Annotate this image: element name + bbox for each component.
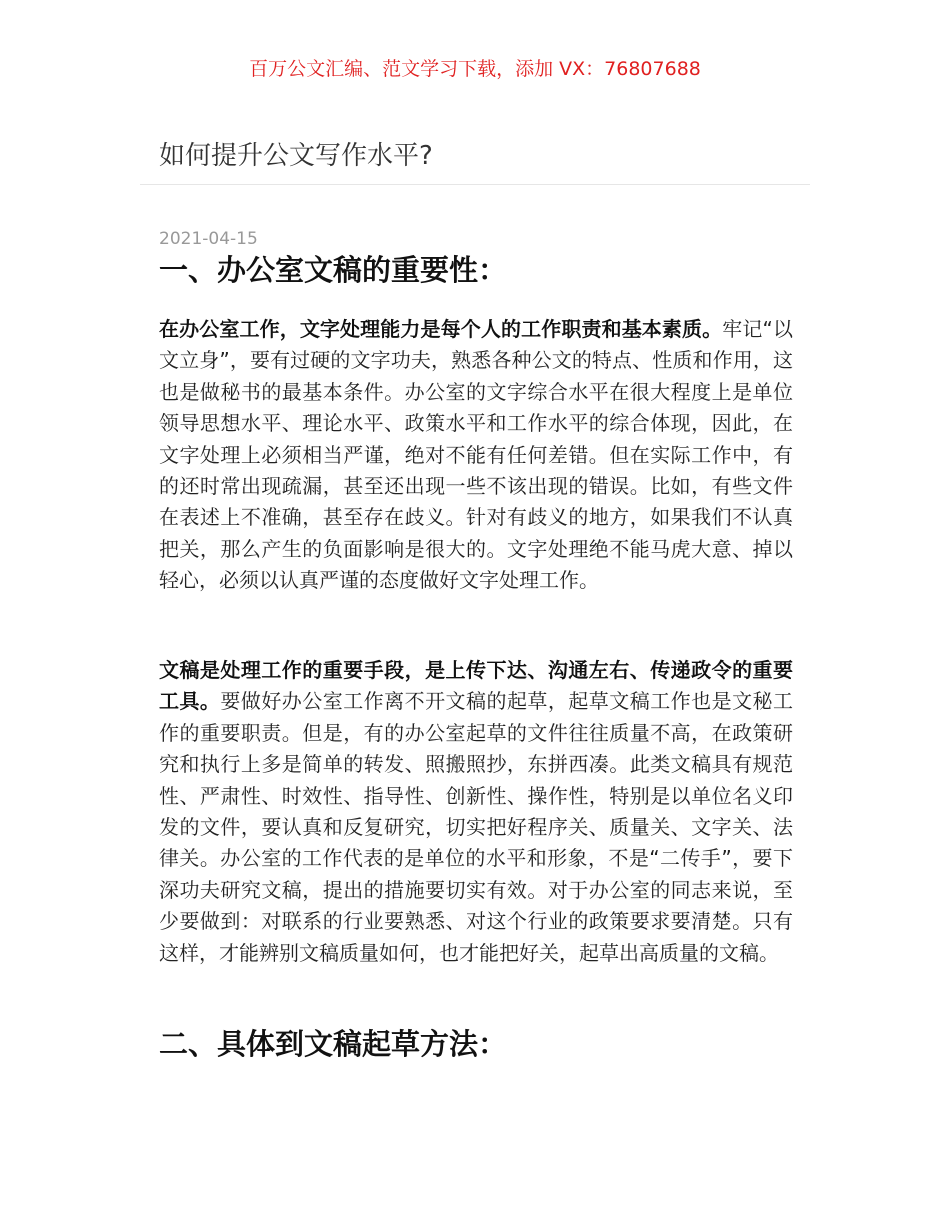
paragraph-2 — [159, 655, 793, 969]
paragraph-1 — [159, 314, 793, 597]
paragraph-1-lead: 在办公室工作，文字处理能力是每个人的工作职责和基本素质。 — [159, 317, 723, 341]
section-heading-2: 二、具体到文稿起草方法： — [159, 1027, 508, 1061]
paragraph-2-body: 要做好办公室工作离不开文稿的起草，起草文稿工作也是文秘工作的重要职责。但是，有的办公室起草的文件往往质量不高，在政策研究和执行上多是简单的转发、照搬照抄，东拼西凑。此类文稿具有规范性、严肃性、时效性、指导性、创新性、操作性，特别是以单位名义印发的文件，要认真和反复研究，切实把好程序关、质量关、文字关、法律关。办公室的工作代表的是单位的水平和形象，不是“二传手”，要下深功夫研究文稿，提出的措施要切实有效。对于办公室的同志来说，至少要做到：对联系的行业要熟悉、对这个行业的政策要求要清楚。只有这样，才能辨别文稿质量如何，也才能把好关，起草出高质量的文稿。 — [159, 689, 794, 965]
title-divider — [140, 184, 810, 185]
page-title: 如何提升公文写作水平? — [159, 141, 433, 171]
promo-banner: 百万公文汇编、范文学习下载，添加 VX：76807688 — [249, 58, 701, 80]
paragraph-2-lead: 文稿是处理工作的重要手段，是上传下达、沟通左右、传递政令的重要工具。 — [159, 658, 793, 714]
section-heading-1: 一、办公室文稿的重要性： — [159, 253, 508, 287]
paragraph-1-body: 牢记“以文立身”，要有过硬的文字功夫，熟悉各种公文的特点、性质和作用，这也是做秘书的最基本条件。办公室的文字综合水平在很大程度上是单位领导思想水平、理论水平、政策水平和工作水平的综合体现，因此，在文字处理上必须相当严谨，绝对不能有任何差错。但在实际工作中，有的还时常出现疏漏，甚至还出现一些不该出现的错误。比如，有些文件在表述上不准确，甚至存在歧义。针对有歧义的地方，如果我们不认真把关，那么产生的负面影响是很大的。文字处理绝不能马虎大意、掉以轻心，必须以认真严谨的态度做好文字处理工作。 — [159, 317, 793, 593]
publish-date: 2021-04-15 — [159, 229, 258, 249]
